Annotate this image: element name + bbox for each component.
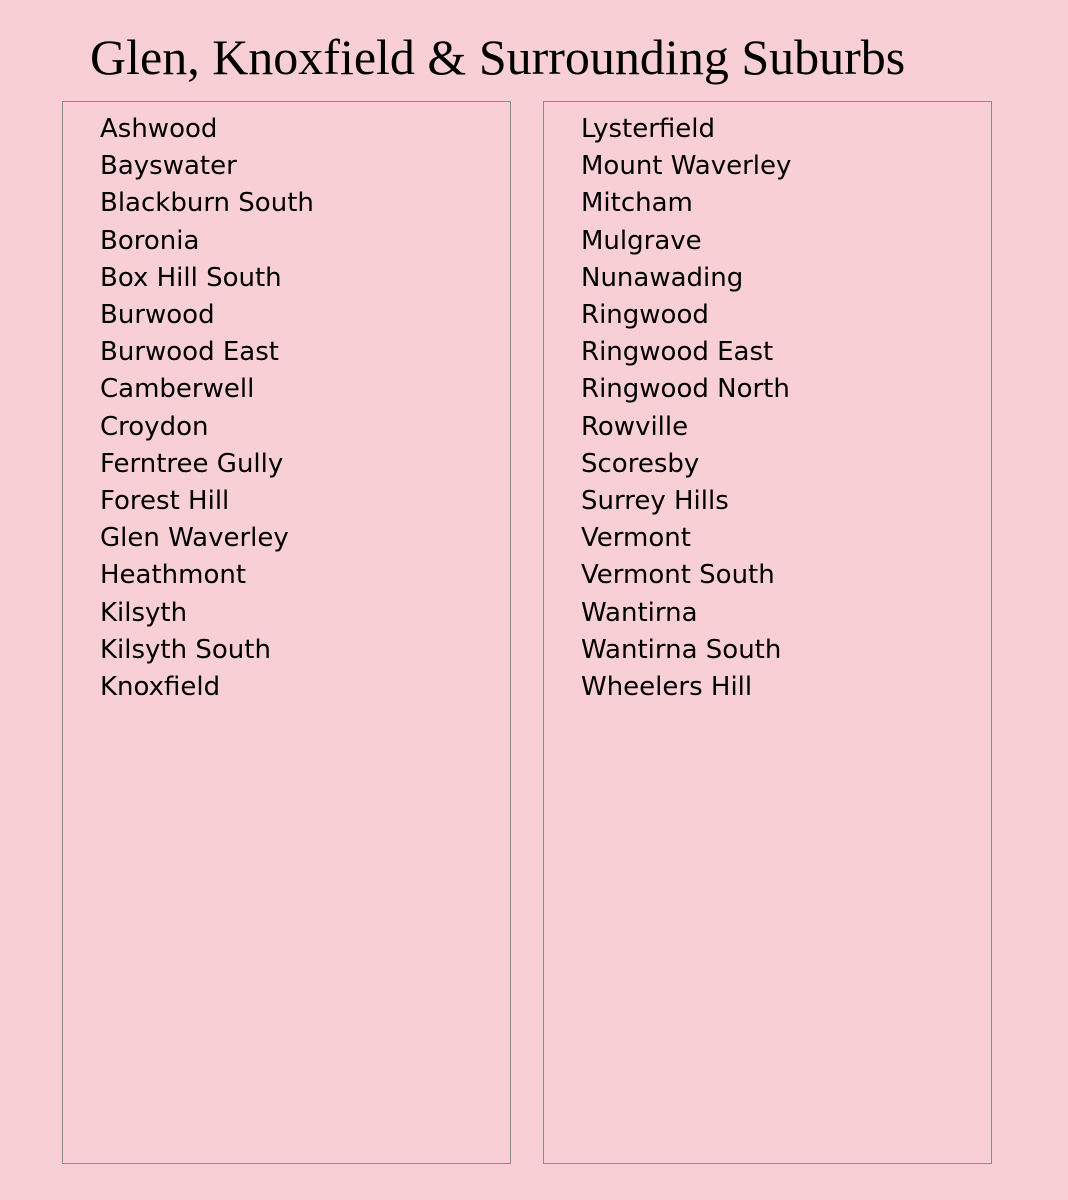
list-item: Scoresby xyxy=(581,448,700,479)
list-item: Bayswater xyxy=(100,151,237,182)
list-item: Croydon xyxy=(100,411,209,442)
list-item: Vermont xyxy=(581,523,691,554)
list-item: Heathmont xyxy=(100,560,247,591)
list-item: Mulgrave xyxy=(581,225,702,256)
list-item: Lysterfield xyxy=(581,114,716,144)
list-item: Ringwood North xyxy=(581,374,790,405)
list-item: Rowville xyxy=(581,411,689,442)
list-item: Boronia xyxy=(100,225,200,256)
list-item: Burwood xyxy=(100,300,215,331)
suburb-column-right xyxy=(543,101,992,1164)
list-item: Burwood East xyxy=(100,337,279,368)
list-item: Camberwell xyxy=(100,374,255,405)
list-item: Mount Waverley xyxy=(581,151,792,182)
list-item: Forest Hill xyxy=(100,486,230,517)
list-item: Ferntree Gully xyxy=(100,448,284,479)
list-item: Box Hill South xyxy=(100,262,282,293)
suburb-list-right xyxy=(544,102,991,706)
list-item: Wheelers Hill xyxy=(581,672,753,703)
list-item: Nunawading xyxy=(581,262,744,293)
suburb-list-left xyxy=(63,102,510,706)
list-item: Blackburn South xyxy=(100,188,314,219)
list-item: Kilsyth xyxy=(100,597,188,628)
suburb-column-left xyxy=(62,101,511,1164)
list-item: Mitcham xyxy=(581,188,693,219)
list-item: Kilsyth South xyxy=(100,634,271,665)
list-item: Knoxfield xyxy=(100,672,221,703)
list-item: Ringwood xyxy=(581,300,709,331)
list-item: Glen Waverley xyxy=(100,523,289,554)
list-item: Ringwood East xyxy=(581,337,774,368)
list-item: Wantirna xyxy=(581,597,698,628)
list-item: Ashwood xyxy=(100,114,218,144)
list-item: Wantirna South xyxy=(581,634,782,665)
list-item: Surrey Hills xyxy=(581,486,729,517)
list-item: Vermont South xyxy=(581,560,775,591)
page-title: Glen, Knoxfield & Surrounding Suburbs xyxy=(90,29,906,85)
